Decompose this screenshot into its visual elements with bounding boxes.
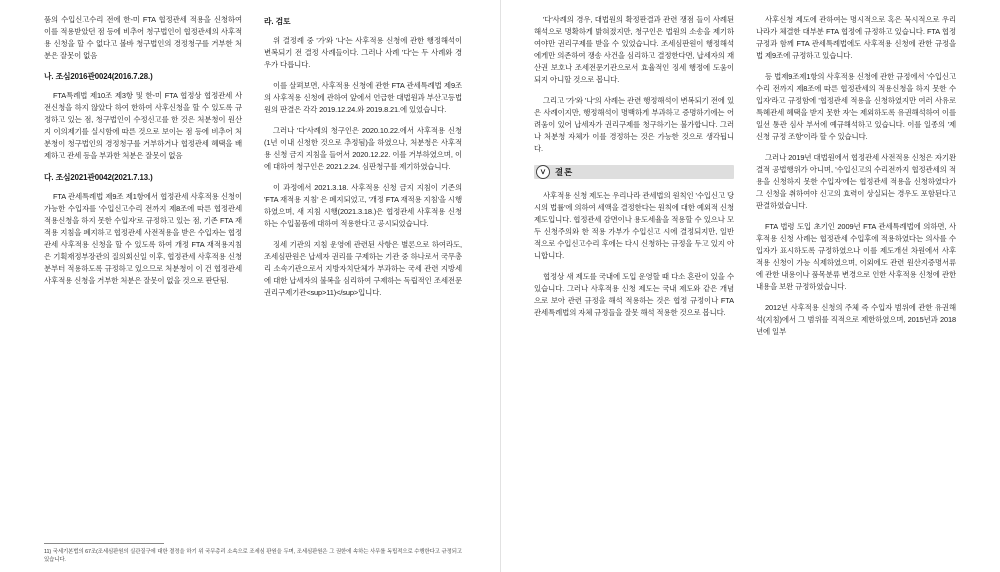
paragraph: 이를 살펴보면, 사후적용 신청에 관한 FTA 관세특례법 제9조의 사후적용 신청에 관하여 앞에서 언급한 대법원과 부산고등법원의 판결은 각각 2019.12.24.와 2019.8.21.에 있었습니다. xyxy=(264,80,462,114)
paragraph: 등 법제9조제1항의 사후적용 신청에 관한 규정에서 '수입신고수리 전까지 제8조에 따른 협정관세의 적용신청을 하지 못한 수입자'라고 규정함에 '협정관세 적용을 신청하였지만 여러 사유로 특혜관세 혜택을 받지 못한 자'는 제외하도록 유권해석하여 이를 일선 통관 심사 부서에 예규해석하고 있습니다. 이를 일종의 '제신청 규정 조항'이라 할 수 있습니다. xyxy=(756,71,956,141)
section-number: Ⅴ xyxy=(536,165,550,179)
section-title: 결론 xyxy=(555,166,579,178)
paragraph: 품의 수입신고수리 전에 한-미 FTA 협정관세 적용을 신청하여 이를 적용받았던 점 등에 비추어 청구법인이 협정관세의 사후적용 신청을 할 수 없다고 볼바 청구법인의 경정청구를 거부한 처분은 잘못이 없음 xyxy=(44,15,242,60)
right-page-columns xyxy=(534,14,956,562)
paragraph-with-footnote-ref: 징세 기관의 지침 운영에 관련된 사항은 별론으로 하여라도, 조세심판원은 납세자 권리를 구제하는 기관 중 하나로서 국무총리 소속기관으로서 지방자치단체가 부과하는 국세 관련 지방세에 대한 납세자의 불복을 심리하여 구제하는 독립적인 조세전문 권리구제기관<sup>11)</sup>입니다. xyxy=(264,239,462,297)
paragraph: 위 결정례 중 '가'와 '나'는 사후적용 신청에 관한 행정해석이 변복되기 전 결정 사례들이다. 그러나 사례 '다'는 두 사례와 경우가 다릅니다. xyxy=(264,36,462,69)
paragraph: '다'사례의 경우, 대법원의 확정판결과 관련 쟁점 들이 사례된 해석으로 명확하게 밝혀졌지만, 청구인은 법원의 소송을 제기하여야만 권리구제를 받을 수 있었습니다. 조세심판원이 행정해석에게만 의존하여 쟁송 사건을 심리하고 결정한다면, 납세자의 재산권 보호나 조세전문기관으로서 효율적인 징세 행정에 도움이 되지 아니할 것으로 봅니다. xyxy=(534,15,734,84)
footnote-text: 11) 국세기본법의 67조(조세심판원의 실관질구에 대한 결정을 하기 위 국무총리 소속으로 조세심 판원을 두며, 조세심판원은 그 권한에 속하는 사무를 독립적으로 수행한다고 규정되고 있습니다. xyxy=(44,548,462,563)
conclusion-section-banner xyxy=(534,164,734,180)
paragraph: FTA 법령 도입 초기인 2009년 FTA 관세특례법에 의하면, 사후적용 신청 사례는 협정관세 수입후에 적용하였다는 의사를 수입자가 표시하도록 규정하였으나 이를 제도개선 차원에서 사후적용 신청이 가능 식제하였으며, 이외에도 관련 원산지증명서류에 관한 내용이나 품목분류 변경으로 인한 사후적용 신청에 관한 내용을 보완 규정하였습니다. xyxy=(756,221,956,291)
paragraph: 그러나 2019년 대법원에서 협정관세 사전적용 신청은 자기완결적 공법행위가 아니며, '수입신고의 수리전까지 협정관세의 적용을 신청하지 못한 수입자'에는 협정관세 적용을 신청하였다가 그 신청을 취하여야 신고의 효력이 상실되는 경우도 포함된다고 판결하였습니다. xyxy=(756,152,956,210)
paragraph: 그러나 '다'사례의 청구인은 2020.10.22.에서 사후적용 신청(1년 이내 신청한 것으로 추정됨)을 하였으나, 처분청은 사후적용 신청 금지 지침을 들어서 2020.12.22. 이를 거부하였으며, 이에 대하여 청구인은 2021.2.24. 심판청구를 제기하였습니다. xyxy=(264,125,462,171)
banner-content xyxy=(534,164,734,180)
right-column-1 xyxy=(534,14,734,562)
left-column-2 xyxy=(264,14,462,562)
right-page xyxy=(520,0,1000,572)
paragraph: 2012년 사후적용 신청의 주체 즉 수입자 범위에 관한 유권해석(지침)에서 그 범위를 직적으로 제한하였으며, 2015년과 2018년에 일부 xyxy=(756,302,956,336)
paragraph: 이 과정에서 2021.3.18. 사후적용 신청 금지 지침이 기존의 'FTA 재적용 지침' 은 폐지되었고, '개정 FTA 재적용 지침'을 시행하였으며, 새 지침 시행(2021.3.18.)은 협정관세 사후적용 신청하는 수입물품에 대하여 적용한다고 공시되었습니다. xyxy=(264,182,463,228)
page-gutter xyxy=(480,0,520,572)
left-column-1 xyxy=(44,14,242,562)
paragraph: 사후적용 신청 제도는 우리나라 관세법의 원칙인 '수입신고 당시의 법률'에 의하여 세액을 결정한다는 원칙에 대한 예외적 신청제도입니다. 협정관세 감면이나 용도세율을 적용할 수 있으나 모두 신청주의와 한 적용 가부가 수입신고 시에 결정되지만, 일반적으로 수입신고수리 후에는 다시 신청하는 규정을 두고 있지 아니합니다. xyxy=(534,190,734,260)
paragraph: 협정상 새 제도를 국내에 도입 운영할 때 다소 혼란이 있을 수 있습니다. 그러나 사후적용 신청 제도는 국내 제도와 같은 개념으로 보아 관련 규정을 해석 적용하는 것은 협정 규정이나 FTA 관세특례법의 자체 규정들을 잘못 해석 적용한 것으로 봅니다. xyxy=(534,271,734,317)
paragraph: FTA 관세특례법 제9조 제1항에서 협정관세 사후적용 신청이 가능한 수입자를 '수입신고수리 전까지 제8조에 따른 협정관세 적용신청을 하지 못한 수입자'로 규정하고 있는 점, 기존 FTA 재적용 지침을 폐지하고 협정관세 사전적용을 받은 수입자는 협정관세 사후적용 신청을 할 수 있도록 하여 개정 FTA 재적용지침은 기획재정부장관의 질의회신일 이후, 협정관세 사후적용 신청분부터 적용하도록 규정하고 있으므로 처분청이 이 건 협정관세 사후적용 신청을 거부한 처분은 잘못이 없을 것으로 판단됨. xyxy=(44,191,242,285)
paragraph: FTA특례법 제10조 제3항 및 한-미 FTA 협정상 협정관세 사전신청을 하지 않았다 하여 한하여 사후신청을 할 수 있도록 규정하고 있는 점, 청구법인이 수정신고를 한 것은 처분청이 원산지 이의제기를 실시함에 따른 것으로 보이는 점 등에 비추어 처분청이 청구법인의 경정청구를 거부하거나 협정관세 혜택을 배제하고 관세 등을 부과한 처분은 잘못이 없음 xyxy=(44,90,242,160)
footnote-area xyxy=(44,543,462,564)
section-heading: 다. 조심2021관0042(2021.7.13.) xyxy=(44,172,153,182)
right-column-2 xyxy=(756,14,956,562)
section-heading: 나. 조심2016관0024(2016.7.28.) xyxy=(44,71,153,81)
section-heading: 라. 검토 xyxy=(264,17,291,26)
paragraph: 사후신청 제도에 관하여는 명시적으로 혹은 묵시적으로 우리나라가 체결한 대부분 FTA 협정에 규정하고 있습니다. FTA 협정 규정과 함께 FTA 관세특례법에도 사후적용 신청에 관한 규정을 법 제9조에 규정하고 있습니다. xyxy=(756,15,956,60)
paragraph: 그리고 '가'와 '나'의 사례는 관련 행정해석이 변복되기 전에 있은 사례이지만, 행정해석이 명백하게 부과하고 증명하기에는 어려움이 있어 납세자가 권리구제를 청구하기는 불가합니다. 그러나 처분청 자체가 이를 경정하는 것은 가능한 것으로 생각됩니다. xyxy=(534,95,734,153)
footnote-divider xyxy=(44,543,164,544)
left-page-columns xyxy=(44,14,462,562)
left-page xyxy=(0,0,480,572)
